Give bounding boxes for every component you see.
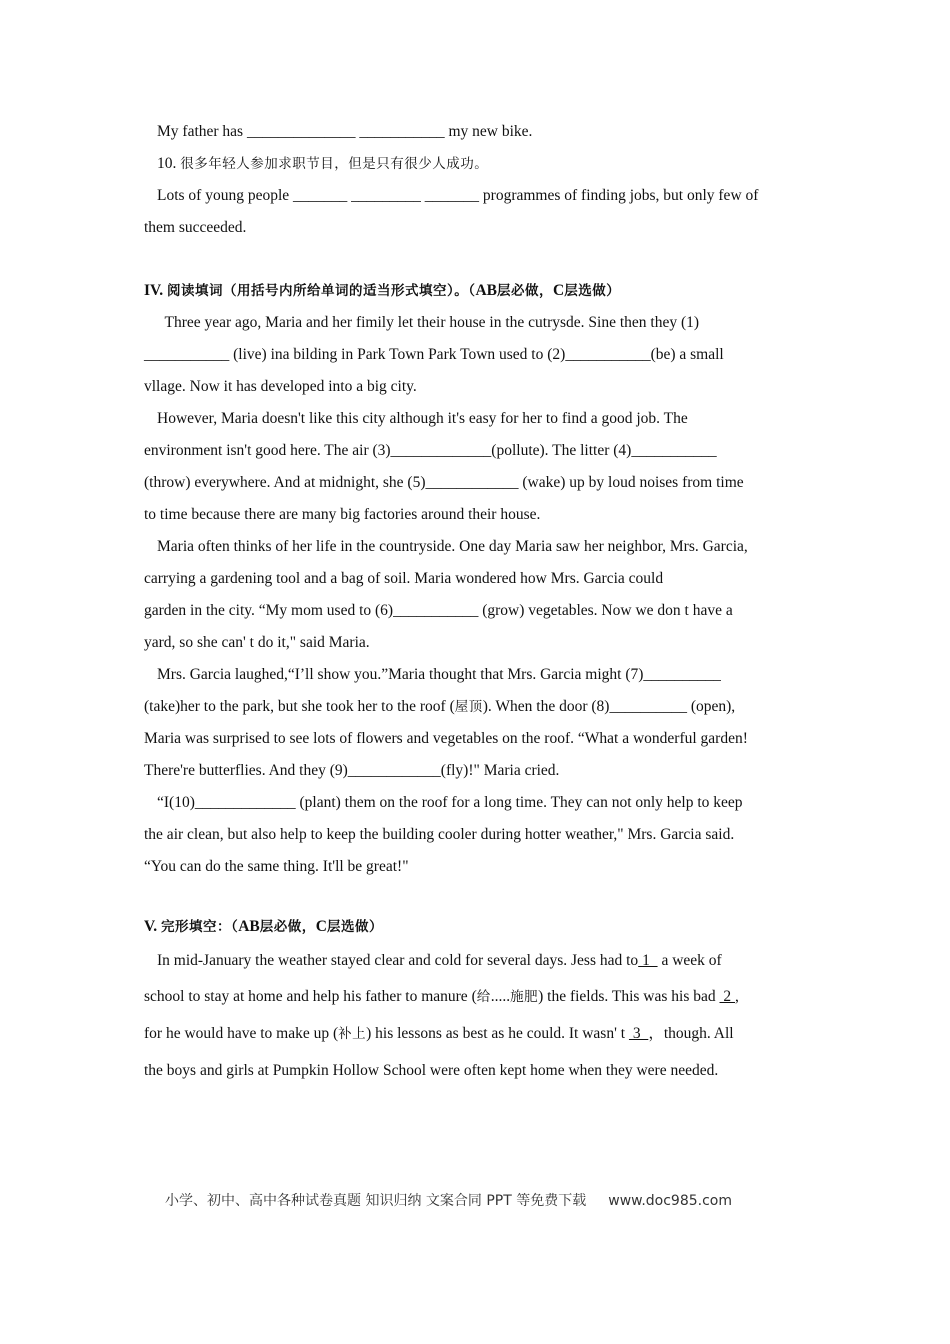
- manure-chinese-gloss: 给: [476, 989, 491, 1005]
- cloze-segment: for he would have to make up (: [144, 1025, 339, 1042]
- q10-english-line-2: them succeeded.: [144, 219, 247, 236]
- passage-line-roof: [144, 697, 735, 717]
- section-4-title-cn-2: 层必做，: [497, 283, 554, 299]
- section-5-title-cn-2: 层必做，: [259, 919, 316, 935]
- passage-line: There're butterflies. And they (9)____________(fly)!" Maria cried.: [144, 762, 560, 779]
- q10-number: 10.: [157, 155, 177, 172]
- q9-english-line: My father has ______________ ___________ my new bike.: [157, 123, 533, 140]
- q10-english-line-1: Lots of young people _______ _________ _______ programmes of finding jobs, but only few of: [157, 187, 759, 204]
- section-4-title-cn-3: 层选做）: [564, 283, 621, 299]
- passage-line: yard, so she can' t do it," said Maria.: [144, 634, 370, 651]
- passage-line: environment isn't good here. The air (3)_____________(pollute). The litter (4)___________: [144, 442, 717, 459]
- section-4-title-c: C: [553, 282, 565, 299]
- cloze-segment: a week of: [657, 952, 722, 969]
- manure-chinese-gloss-2: 施肥: [510, 989, 539, 1005]
- cloze-segment: ) his lessons as best as he could. It wasn' t: [366, 1025, 629, 1042]
- section-5-title-cn-1: 完形填空：（: [160, 919, 239, 935]
- section-4-title: [144, 281, 620, 301]
- section-4-title-ab: AB: [475, 282, 498, 299]
- cloze-segment: .....: [490, 988, 511, 1005]
- section-5-title-c: C: [315, 918, 327, 935]
- passage-line: the air clean, but also help to keep the building cooler during hotter weather," Mrs. Garcia said.: [144, 826, 735, 843]
- q10-chinese-text: 很多年轻人参加求职节目，但是只有很少人成功。: [180, 156, 489, 172]
- cloze-line-2: [144, 987, 739, 1007]
- makeup-chinese-gloss: 补上: [338, 1026, 367, 1042]
- footer-text: 小学、初中、高中各种试卷真题 知识归纳 文案合同 PPT 等免费下载: [165, 1193, 587, 1209]
- passage-line: Maria often thinks of her life in the countryside. One day Maria saw her neighbor, Mrs. Garcia,: [157, 538, 748, 555]
- cloze-segment: ,: [735, 988, 739, 1005]
- passage-line: Three year ago, Maria and her fimily let their house in the cutrysde. Sine then they (1): [157, 314, 700, 331]
- section-5-title: [144, 917, 383, 937]
- passage-line: Mrs. Garcia laughed,“I’ll show you.”Maria thought that Mrs. Garcia might (7)__________: [157, 666, 721, 683]
- passage-segment: (take)her to the park, but she took her to the roof (: [144, 698, 455, 715]
- section-5-title-cn-3: 层选做）: [326, 919, 383, 935]
- passage-line: vllage. Now it has developed into a big city.: [144, 378, 417, 395]
- cloze-segment: school to stay at home and help his father to manure (: [144, 988, 477, 1005]
- passage-line: to time because there are many big factories around their house.: [144, 506, 541, 523]
- q10-chinese-line: [157, 154, 488, 174]
- section-5-prefix: V.: [144, 918, 158, 935]
- section-4-title-cn-1: 阅读填词（用括号内所给单词的适当形式填空）。（: [166, 283, 476, 299]
- cloze-segment: ) the fields. This was his bad: [538, 988, 720, 1005]
- cloze-segment: In mid-January the weather stayed clear and cold for several days. Jess had to: [157, 952, 639, 969]
- passage-line: (throw) everywhere. And at midnight, she (5)____________ (wake) up by loud noises from time: [144, 474, 744, 491]
- cloze-blank-1: 1: [638, 952, 658, 969]
- cloze-segment: ，though. All: [648, 1025, 734, 1042]
- cloze-blank-3: 3: [628, 1025, 649, 1042]
- passage-line: “You can do the same thing. It'll be great!": [144, 858, 409, 875]
- section-4-prefix: IV.: [144, 282, 164, 299]
- cloze-line-3: [144, 1024, 734, 1044]
- passage-line: Maria was surprised to see lots of flowers and vegetables on the roof. “What a wonderful garden!: [144, 730, 748, 747]
- cloze-line-1: [157, 951, 722, 971]
- passage-line: ___________ (live) ina bilding in Park Town Park Town used to (2)___________(be) a small: [144, 346, 724, 363]
- passage-line: carrying a gardening tool and a bag of soil. Maria wondered how Mrs. Garcia could: [144, 570, 664, 587]
- cloze-blank-2: 2: [719, 988, 735, 1005]
- passage-segment: ). When the door (8)__________ (open),: [482, 698, 736, 715]
- passage-line: garden in the city. “My mom used to (6)___________ (grow) vegetables. Now we don t have a: [144, 602, 733, 619]
- footer-site-link[interactable]: www.doc985.com: [608, 1193, 732, 1209]
- cloze-line-4: the boys and girls at Pumpkin Hollow School were often kept home when they were needed.: [144, 1062, 719, 1079]
- passage-line: “I(10)_____________ (plant) them on the roof for a long time. They can not only help to keep: [157, 794, 743, 811]
- passage-line: However, Maria doesn't like this city although it's easy for her to find a good job. The: [157, 410, 688, 427]
- section-5-title-ab: AB: [238, 918, 260, 935]
- page-footer: [165, 1190, 732, 1210]
- roof-chinese-gloss: 屋顶: [454, 699, 483, 715]
